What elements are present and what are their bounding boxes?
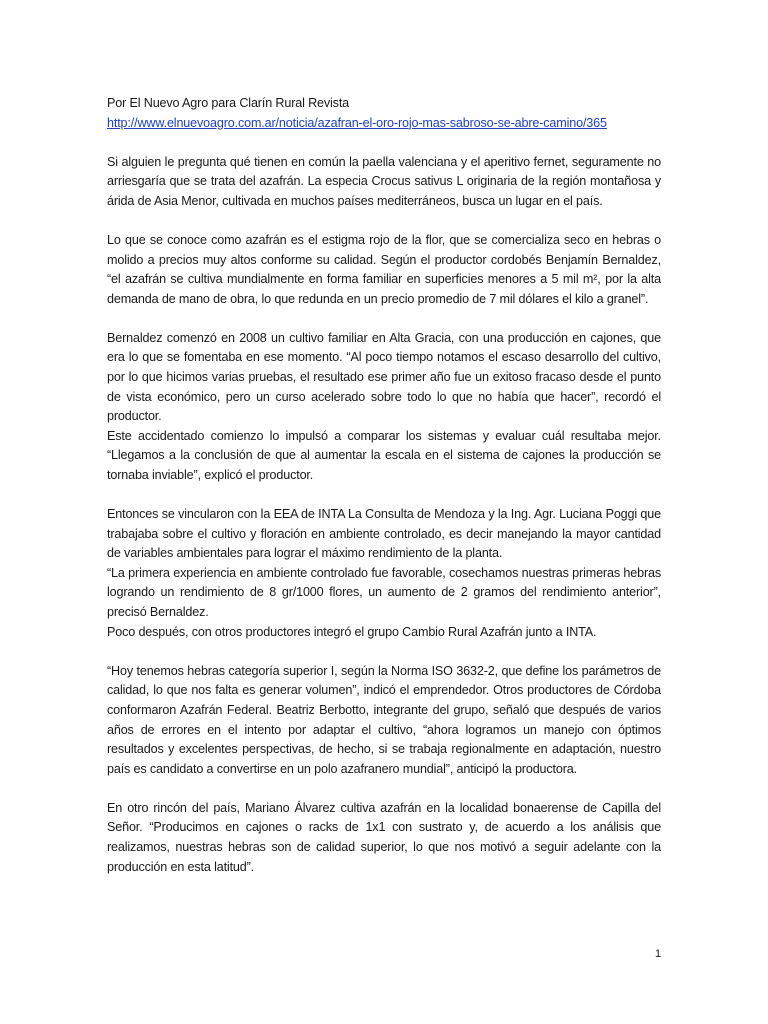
- paragraph-inta: Entonces se vincularon con la EEA de INTA La Consulta de Mendoza y la Ing. Agr. Luciana Poggi que trabajaba sobre el cultivo y floración en ambiente controlado, es decir manejando la mayor cantidad de variables ambientales para lograr el máximo rendimiento de la planta.: [107, 507, 661, 561]
- paragraph-intro: Si alguien le pregunta qué tienen en común la paella valenciana y el aperitivo fernet, seguramente no arriesgaría que se trata del azafrán. La especia Crocus sativus L originaria de la región montañosa y árida de Asia Menor, cultivada en muchos países mediterráneos, busca un lugar en el país.: [107, 154, 661, 208]
- byline: Por El Nuevo Agro para Clarín Rural Revista: [107, 96, 350, 110]
- paragraph-alvarez: En otro rincón del país, Mariano Álvarez cultiva azafrán en la localidad bonaerense de Capilla del Señor. “Producimos en cajones o racks de 1x1 con sustrato y, de acuerdo a los análisis que realizamos, nuestras hebras son de calidad superior, lo que nos motivó a seguir adelante con la producción en esta latitud”.: [107, 800, 661, 874]
- paragraph-bernaldez-start: Bernaldez comenzó en 2008 un cultivo familiar en Alta Gracia, con una producción en cajones, que era lo que se fomentaba en ese momento. “Al poco tiempo notamos el escaso desarrollo del cultivo, por lo que hicimos varias pruebas, el resultado ese primer año fue un exitoso fracaso desde el punto de vista económico, pero un curso acelerado sobre todo lo que no había que hacer”, recordó el productor.: [107, 330, 661, 424]
- document-page: [107, 94, 661, 897]
- header-block: [107, 94, 661, 133]
- article-link[interactable]: http://www.elnuevoagro.com.ar/noticia/azafran-el-oro-rojo-mas-sabroso-se-abre-camino/365: [107, 115, 607, 130]
- paragraph-cambio-rural: Poco después, con otros productores integró el grupo Cambio Rural Azafrán junto a INTA.: [107, 624, 597, 639]
- page-number: 1: [655, 948, 662, 960]
- paragraph-iso-quality: “Hoy tenemos hebras categoría superior I, según la Norma ISO 3632-2, que define los parámetros de calidad, lo que nos falta es generar volumen”, indicó el emprendedor. Otros productores de Córdoba conformaron Azafrán Federal. Beatriz Berbotto, integrante del grupo, señaló que después de varios años de errores en el intento por adaptar el cultivo, “ahora logramos un manejo con óptimos resultados y excelentes perspectivas, de hecho, si se trabaja regionalmente en adaptación, nuestro país es candidato a convertirse en un polo azafranero mundial”, anticipó la productora.: [107, 663, 661, 776]
- paragraph-stigma: Lo que se conoce como azafrán es el estigma rojo de la flor, que se comercializa seco en hebras o molido a precios muy altos conforme su calidad. Según el productor cordobés Benjamín Bernaldez, “el azafrán se cultiva mundialmente en forma familiar en superficies menores a 5 mil m², por la alta demanda de mano de obra, lo que redunda en un precio promedio de 7 mil dólares el kilo a granel”.: [107, 232, 661, 306]
- paragraph-first-experience: “La primera experiencia en ambiente controlado fue favorable, cosechamos nuestras primeras hebras logrando un rendimiento de 8 gr/1000 flores, un aumento de 2 gramos del rendimiento anterior”, precisó Bernaldez.: [107, 565, 661, 620]
- paragraph-comparison: Este accidentado comienzo lo impulsó a comparar los sistemas y evaluar cuál resultaba mejor. “Llegamos a la conclusión de que al aumentar la escala en el sistema de cajones la producción se tornaba inviable”, explicó el productor.: [107, 428, 661, 482]
